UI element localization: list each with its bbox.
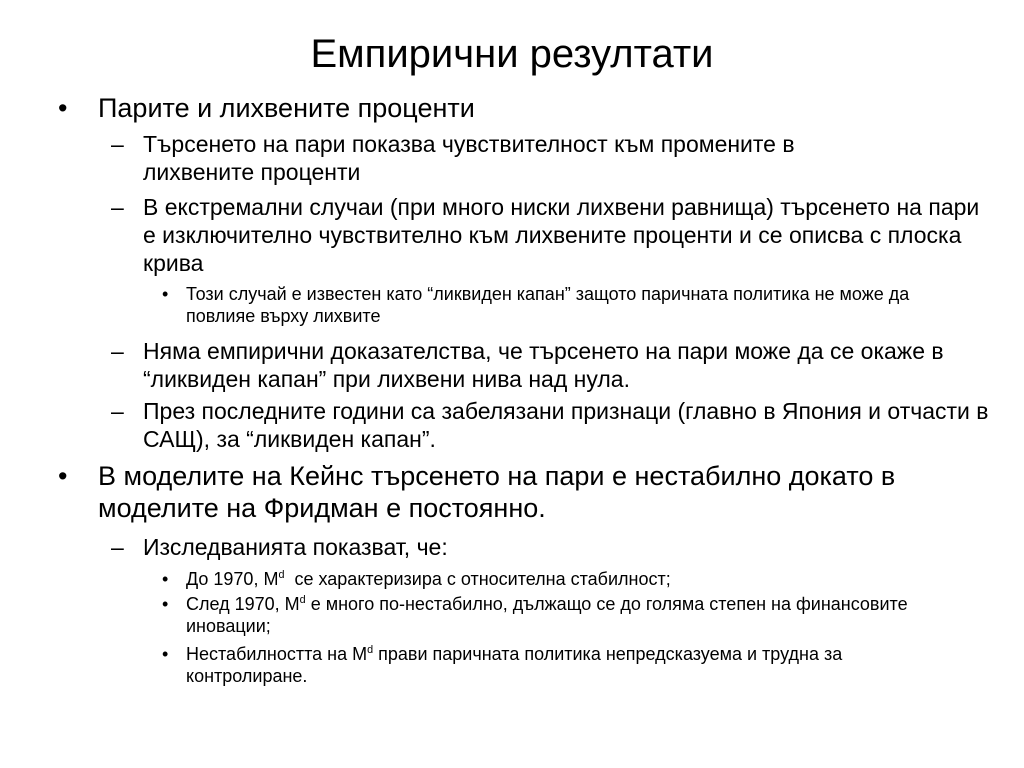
bullet-level3: Нестабилността на $M^d$ прави паричната политика непредсказуема и трудна за контролиране. bbox=[186, 644, 843, 686]
bullet-marker: • bbox=[162, 284, 169, 304]
bullet-marker: • bbox=[162, 644, 169, 664]
bullet-level2: Няма емпирични доказателства, че търсенето на пари може да се окаже в “ликвиден капан” при лихвени нива над нула. bbox=[143, 338, 944, 392]
bullet-level2: В екстремални случаи (при много ниски лихвени равнища) търсенето на пари е изключително чувствително към лихвените проценти и се описва с плоска крива bbox=[143, 194, 980, 276]
bullet-marker: • bbox=[58, 461, 68, 491]
bullet-level3: До 1970, $M^d$ се характеризира с относителна стабилност; bbox=[186, 569, 671, 589]
bullet-marker: • bbox=[162, 569, 169, 589]
dash-marker: – bbox=[111, 338, 124, 364]
dash-marker: – bbox=[111, 534, 124, 560]
bullet-level3: След 1970, $M^d$ е много по-нестабилно, дължащо се до голяма степен на финансовите иновации; bbox=[186, 594, 908, 636]
bullet-level2: Търсенето на пари показва чувствителност към промените в лихвените проценти bbox=[143, 131, 795, 185]
dash-marker: – bbox=[111, 131, 124, 157]
bullet-level1: В моделите на Кейнс търсенето на пари е нестабилно докато в моделите на Фридман е постоянно. bbox=[98, 461, 896, 523]
dash-marker: – bbox=[111, 194, 124, 220]
bullet-level2: През последните години са забелязани признаци (главно в Япония и отчасти в САЩ), за “ликвиден капан”. bbox=[143, 398, 989, 452]
bullet-level1: Парите и лихвените проценти bbox=[98, 93, 475, 123]
bullet-level3: Този случай е известен като “ликвиден капан” защото паричната политика не може да повлияе върху лихвите bbox=[186, 284, 910, 326]
slide-title: Емпирични резултати bbox=[310, 32, 714, 76]
bullet-marker: • bbox=[162, 594, 169, 614]
bullet-level2: Изследванията показват, че: bbox=[143, 534, 448, 560]
dash-marker: – bbox=[111, 398, 124, 424]
bullet-marker: • bbox=[58, 93, 68, 123]
